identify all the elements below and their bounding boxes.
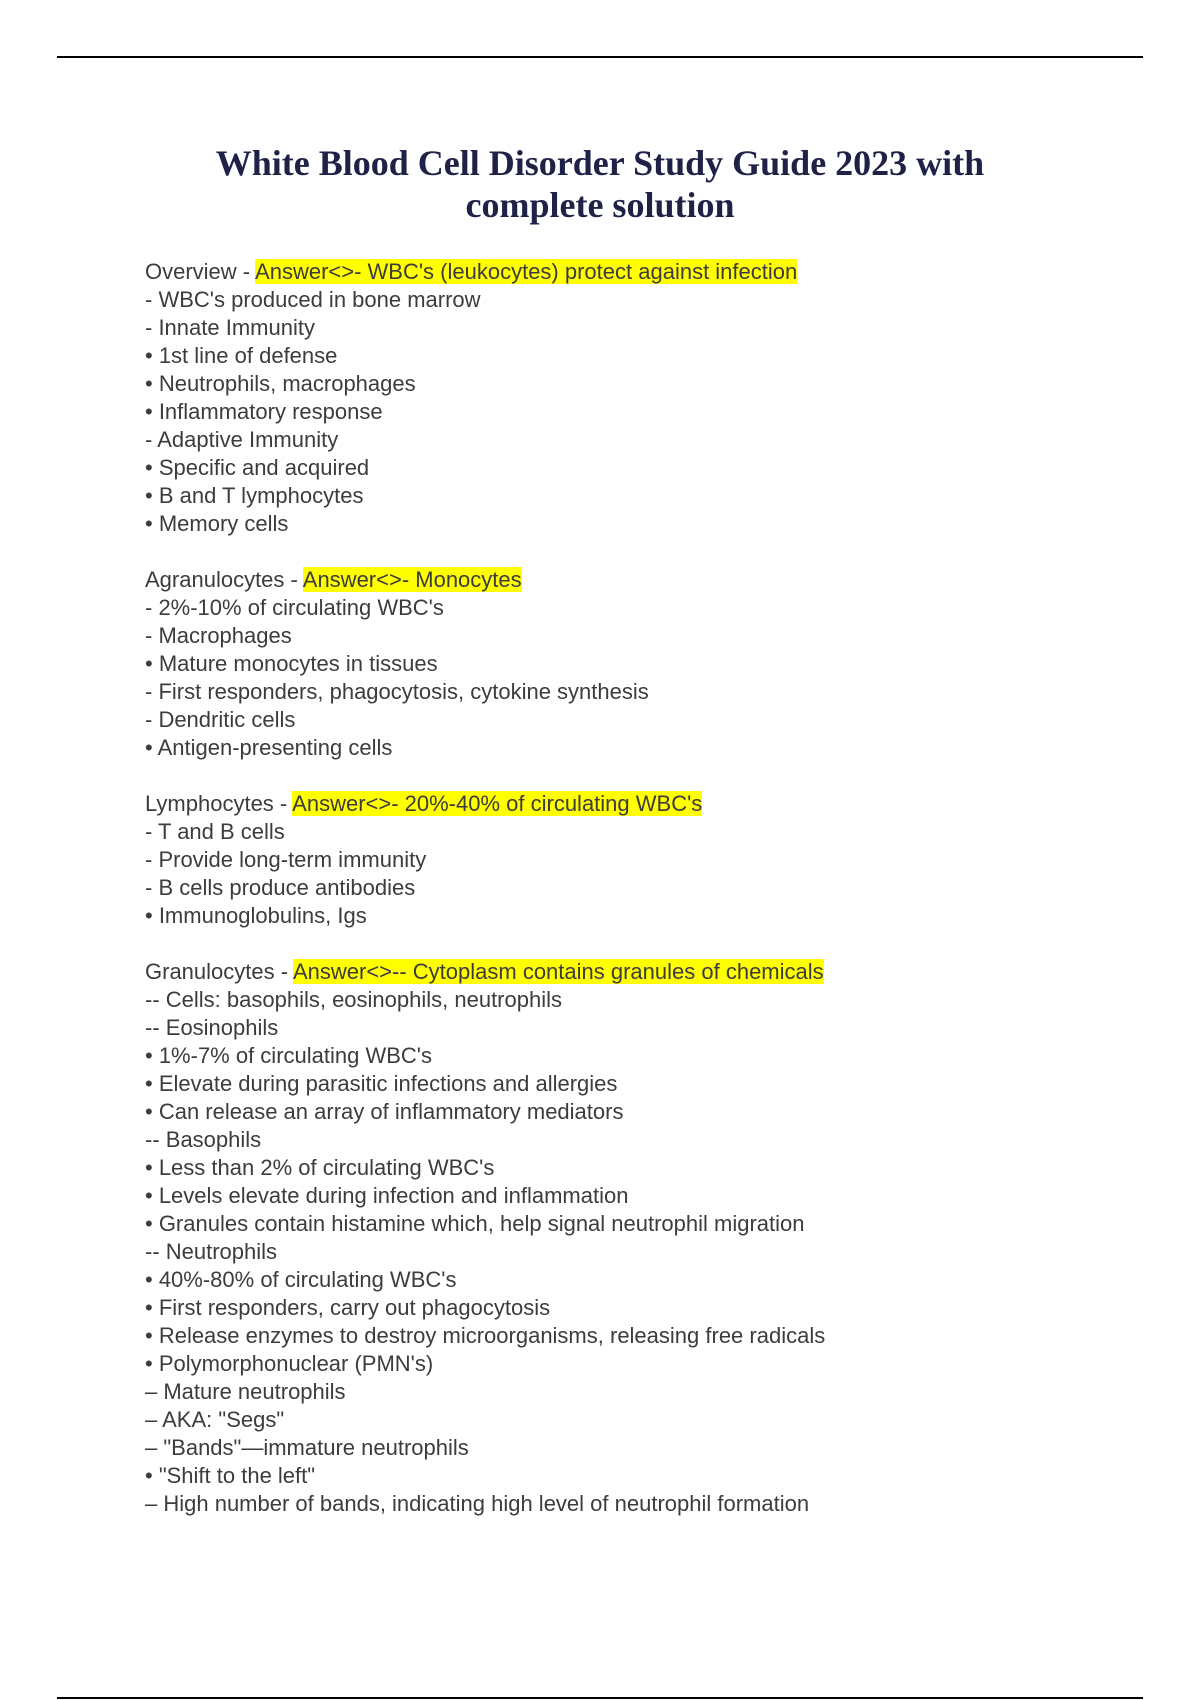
section-term: Lymphocytes <box>145 791 274 816</box>
list-item: • Immunoglobulins, Igs <box>145 903 367 928</box>
list-item: - First responders, phagocytosis, cytokine synthesis <box>145 679 649 704</box>
list-item: • 1st line of defense <box>145 343 338 368</box>
list-item: - Macrophages <box>145 623 292 648</box>
highlighted-answer: Answer<>- Monocytes <box>302 567 522 592</box>
section-separator: - <box>273 791 293 816</box>
list-item: – "Bands"—immature neutrophils <box>145 1435 469 1460</box>
list-item: • 40%-80% of circulating WBC's <box>145 1267 457 1292</box>
list-item: • Can release an array of inflammatory mediators <box>145 1099 624 1124</box>
section-separator: - <box>236 259 256 284</box>
top-rule <box>57 56 1143 58</box>
bottom-rule <box>57 1697 1143 1699</box>
list-item: - 2%-10% of circulating WBC's <box>145 595 444 620</box>
list-item: - Adaptive Immunity <box>145 427 339 452</box>
list-item: - B cells produce antibodies <box>145 875 416 900</box>
highlighted-answer: Answer<>-- Cytoplasm contains granules of chemicals <box>292 959 824 984</box>
list-item: • First responders, carry out phagocytosis <box>145 1295 551 1320</box>
study-guide-content <box>145 258 1145 1546</box>
list-item: – High number of bands, indicating high level of neutrophil formation <box>145 1491 810 1516</box>
list-item: – Mature neutrophils <box>145 1379 346 1404</box>
section-heading <box>145 790 1145 818</box>
list-item: • Antigen-presenting cells <box>145 735 393 760</box>
list-item: • Mature monocytes in tissues <box>145 651 438 676</box>
section-term: Agranulocytes <box>145 567 285 592</box>
list-item: • Release enzymes to destroy microorganisms, releasing free radicals <box>145 1323 826 1348</box>
list-item: - WBC's produced in bone marrow <box>145 287 481 312</box>
list-item: • 1%-7% of circulating WBC's <box>145 1043 432 1068</box>
title-line-1: White Blood Cell Disorder Study Guide 2023 with <box>215 143 985 183</box>
list-item: - T and B cells <box>145 819 285 844</box>
list-item: -- Basophils <box>145 1127 262 1152</box>
list-item: • Memory cells <box>145 511 289 536</box>
section-heading <box>145 258 1145 286</box>
list-item: • Granules contain histamine which, help signal neutrophil migration <box>145 1211 805 1236</box>
highlighted-answer: Answer<>- WBC's (leukocytes) protect against infection <box>255 259 798 284</box>
list-item: • Inflammatory response <box>145 399 383 424</box>
list-item: • Specific and acquired <box>145 455 370 480</box>
section-term: Granulocytes <box>145 959 275 984</box>
section-heading <box>145 566 1145 594</box>
list-item: - Innate Immunity <box>145 315 315 340</box>
title-line-2: complete solution <box>465 185 735 225</box>
list-item: • Elevate during parasitic infections and allergies <box>145 1071 618 1096</box>
list-item: • Neutrophils, macrophages <box>145 371 416 396</box>
list-item: -- Eosinophils <box>145 1015 279 1040</box>
section-granulocytes <box>145 958 1145 1518</box>
section-separator: - <box>274 959 293 984</box>
list-item: • "Shift to the left" <box>145 1463 316 1488</box>
section-heading <box>145 958 1145 986</box>
list-item: - Provide long-term immunity <box>145 847 427 872</box>
section-term: Overview <box>145 259 237 284</box>
list-item: • B and T lymphocytes <box>145 483 364 508</box>
section-separator: - <box>284 567 303 592</box>
list-item: • Polymorphonuclear (PMN's) <box>145 1351 434 1376</box>
highlighted-answer: Answer<>- 20%-40% of circulating WBC's <box>292 791 703 816</box>
page-title <box>100 142 1100 226</box>
list-item: • Levels elevate during infection and inflammation <box>145 1183 629 1208</box>
section-overview <box>145 258 1145 538</box>
list-item: - Dendritic cells <box>145 707 296 732</box>
list-item: – AKA: "Segs" <box>145 1407 285 1432</box>
list-item: -- Cells: basophils, eosinophils, neutrophils <box>145 987 562 1012</box>
list-item: • Less than 2% of circulating WBC's <box>145 1155 495 1180</box>
section-agranulocytes <box>145 566 1145 762</box>
section-lymphocytes <box>145 790 1145 930</box>
list-item: -- Neutrophils <box>145 1239 278 1264</box>
